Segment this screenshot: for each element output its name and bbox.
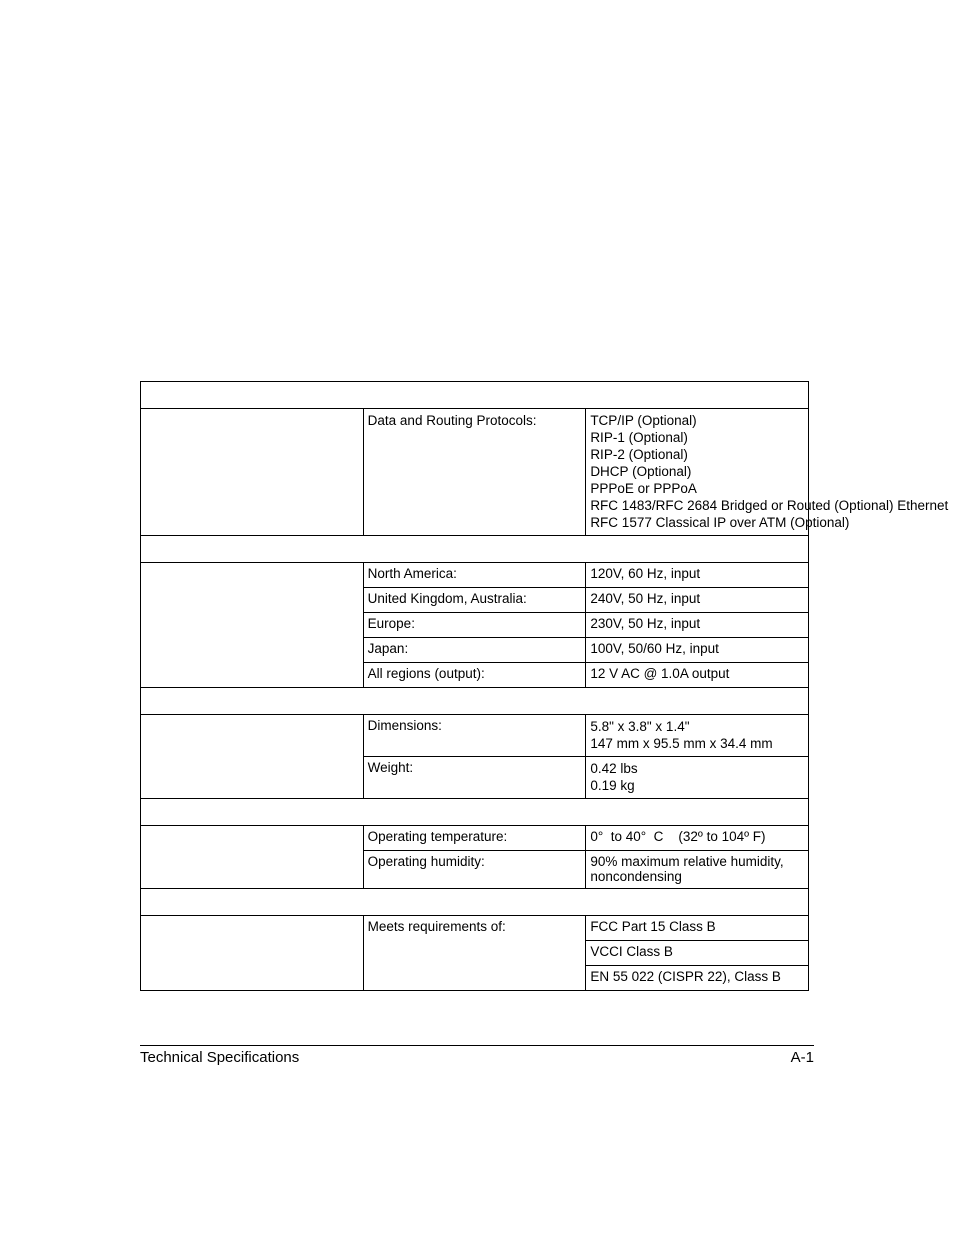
- power-value: 240V, 50 Hz, input: [586, 588, 809, 613]
- protocol-item: DHCP (Optional): [590, 464, 692, 479]
- section-header-cell: [141, 688, 809, 715]
- section-header-cell: [141, 799, 809, 826]
- section-header-emissions: [141, 889, 809, 916]
- gutter-cell: [141, 826, 364, 889]
- protocol-item: RIP-2 (Optional): [590, 447, 688, 462]
- power-label: North America:: [363, 563, 586, 588]
- power-value: 100V, 50/60 Hz, input: [586, 638, 809, 663]
- gutter-cell: [141, 563, 364, 688]
- emissions-label: Meets requirements of:: [363, 916, 586, 991]
- section-header-power: [141, 536, 809, 563]
- protocols-row: [141, 409, 809, 536]
- section-header-cell: [141, 889, 809, 916]
- power-label: United Kingdom, Australia:: [363, 588, 586, 613]
- power-label: All regions (output):: [363, 663, 586, 688]
- environmental-value: 90% maximum relative humidity, noncondensing: [586, 851, 809, 889]
- power-value: 230V, 50 Hz, input: [586, 613, 809, 638]
- environmental-row: [141, 826, 809, 851]
- emissions-value: EN 55 022 (CISPR 22), Class B: [586, 966, 809, 991]
- power-value: 120V, 60 Hz, input: [586, 563, 809, 588]
- section-header-cell: [141, 536, 809, 563]
- physical-row: [141, 715, 809, 757]
- gutter-cell: [141, 715, 364, 799]
- page-footer: [140, 1045, 814, 1066]
- power-value: 12 V AC @ 1.0A output: [586, 663, 809, 688]
- emissions-row: [141, 916, 809, 941]
- footer-section-title: Technical Specifications: [140, 1049, 300, 1066]
- physical-label: Dimensions:: [363, 715, 586, 757]
- environmental-label: Operating humidity:: [363, 851, 586, 889]
- protocol-item: PPPoE or PPPoA: [590, 481, 697, 496]
- protocols-values: [586, 409, 949, 536]
- power-label: Japan:: [363, 638, 586, 663]
- protocol-item: RIP-1 (Optional): [590, 430, 688, 445]
- power-label: Europe:: [363, 613, 586, 638]
- power-row: [141, 563, 809, 588]
- physical-label: Weight:: [363, 757, 586, 799]
- gutter-cell: [141, 916, 364, 991]
- emissions-value: FCC Part 15 Class B: [586, 916, 809, 941]
- environmental-label: Operating temperature:: [363, 826, 586, 851]
- section-header-physical: [141, 688, 809, 715]
- gutter-cell: [141, 409, 364, 536]
- section-header-cell: [141, 382, 809, 409]
- protocol-item: RFC 1577 Classical IP over ATM (Optional): [590, 515, 850, 530]
- physical-value: 5.8" x 3.8" x 1.4" 147 mm x 95.5 mm x 34.4 mm: [586, 715, 809, 757]
- environmental-value: 0° to 40° C (32º to 104º F): [586, 826, 809, 851]
- spec-table: [140, 381, 949, 991]
- protocols-label: Data and Routing Protocols:: [363, 409, 586, 536]
- protocol-item: RFC 1483/RFC 2684 Bridged or Routed (Optional) Ethernet: [590, 498, 949, 513]
- section-header-environmental: [141, 799, 809, 826]
- physical-value: 0.42 lbs 0.19 kg: [586, 757, 809, 799]
- protocol-item: TCP/IP (Optional): [590, 413, 697, 428]
- section-header-network: [141, 382, 809, 409]
- emissions-value: VCCI Class B: [586, 941, 809, 966]
- footer-page-number: A-1: [790, 1049, 814, 1066]
